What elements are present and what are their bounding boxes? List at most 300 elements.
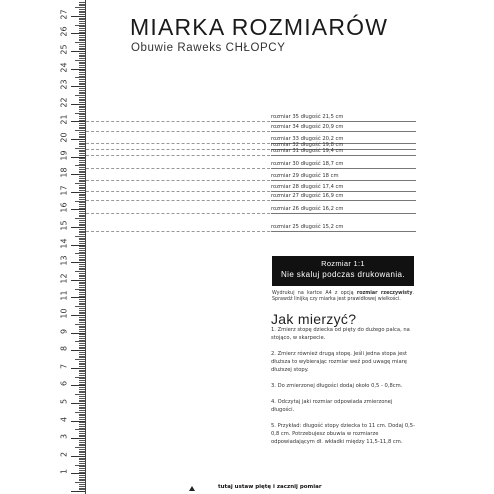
ruler-cm-label: 21 xyxy=(59,114,69,125)
ruler-tick xyxy=(79,248,85,249)
ruler-tick xyxy=(79,384,85,385)
ruler-tick xyxy=(79,486,85,487)
size-line xyxy=(86,191,416,192)
ruler-tick xyxy=(79,268,85,269)
ruler-tick xyxy=(79,116,85,117)
ruler-tick xyxy=(75,341,85,342)
ruler-cm-label: 22 xyxy=(59,97,69,108)
ruler-tick xyxy=(79,326,85,327)
ruler-tick xyxy=(79,18,85,19)
ruler-tick xyxy=(79,167,85,168)
ruler-tick xyxy=(75,130,85,131)
ruler-tick xyxy=(75,77,85,78)
ruler-tick xyxy=(79,480,85,481)
ruler-tick xyxy=(79,364,85,365)
ruler-tick xyxy=(79,296,85,297)
ruler-tick xyxy=(71,121,85,122)
step-item: 5. Przykład: długość stopy dziecka to 11 cm. Dodaj 0,5-0,8 cm. Potrzebujesz obuwia w rozmiarze odpowiadającym dł. wkładki między 11,5-11,8 cm. xyxy=(271,423,415,445)
scale-notice xyxy=(272,256,414,286)
print-note-after: . Sprawdź linijką czy miarka jest prawidłowej wielkości. xyxy=(272,291,414,303)
ruler-tick xyxy=(79,282,85,283)
ruler-tick xyxy=(75,324,85,325)
ruler-tick xyxy=(79,9,85,10)
ruler-cm-label: 1 xyxy=(59,469,69,475)
step-item: 4. Odczytaj jaki rozmiar odpowiada zmierzonej długości. xyxy=(271,399,393,413)
ruler-tick xyxy=(79,120,85,121)
ruler-tick xyxy=(79,171,85,172)
ruler-tick xyxy=(79,408,85,409)
ruler-tick xyxy=(79,132,85,133)
ruler-tick xyxy=(75,113,85,114)
ruler-tick xyxy=(79,322,85,323)
ruler-tick xyxy=(79,37,85,38)
ruler-cm-label: 5 xyxy=(59,398,69,405)
ruler-tick xyxy=(79,331,85,332)
size-line xyxy=(86,143,416,144)
ruler-tick xyxy=(79,354,85,355)
size-label: rozmiar 25 długość 15,2 cm xyxy=(271,224,344,230)
ruler-tick xyxy=(79,484,85,485)
ruler-tick xyxy=(79,141,85,142)
ruler-tick xyxy=(71,297,85,298)
ruler-tick xyxy=(79,405,85,406)
ruler-cm-label: 17 xyxy=(59,185,69,196)
ruler-tick xyxy=(75,465,85,466)
ruler-tick xyxy=(79,371,85,372)
ruler-tick xyxy=(71,33,85,34)
size-line xyxy=(86,149,416,150)
ruler-tick xyxy=(79,243,85,244)
ruler-tick xyxy=(79,81,85,82)
ruler-cm-label: 10 xyxy=(59,308,69,319)
ruler-tick xyxy=(79,172,85,173)
ruler-tick xyxy=(79,162,85,163)
step-item: 2. Zmierz również drugą stopę. Jeśli jedna stopa jest dłuższa to wybierając rozmiar weź pod uwagę miarę dłuższej stopy. xyxy=(271,351,407,373)
ruler-tick xyxy=(79,241,85,242)
ruler-tick xyxy=(71,16,85,17)
ruler-cm-label: 20 xyxy=(59,132,69,143)
ruler-tick xyxy=(79,181,85,182)
ruler-tick xyxy=(79,255,85,256)
ruler-cm-label: 24 xyxy=(59,62,69,73)
ruler-tick xyxy=(79,475,85,476)
ruler-cm-label: 14 xyxy=(59,238,69,249)
ruler-tick xyxy=(79,444,85,445)
ruler-tick xyxy=(79,428,85,429)
ruler-tick xyxy=(79,92,85,93)
ruler-tick xyxy=(75,289,85,290)
print-note xyxy=(272,291,414,304)
ruler-tick xyxy=(79,259,85,260)
ruler-tick xyxy=(79,294,85,295)
ruler-tick xyxy=(79,320,85,321)
ruler-tick xyxy=(75,42,85,43)
ruler-tick xyxy=(79,39,85,40)
ruler-tick xyxy=(79,134,85,135)
ruler-tick xyxy=(75,482,85,483)
page-subtitle: Obuwie Raweks CHŁOPCY xyxy=(131,42,286,54)
ruler-tick xyxy=(79,32,85,33)
ruler-tick xyxy=(79,44,85,45)
ruler-cm-label: 4 xyxy=(59,416,69,422)
ruler-tick xyxy=(79,373,85,374)
ruler-tick xyxy=(79,125,85,126)
size-line xyxy=(86,131,416,132)
ruler-tick xyxy=(79,303,85,304)
ruler-edge xyxy=(85,0,86,494)
ruler-tick xyxy=(71,315,85,316)
ruler-tick xyxy=(71,473,85,474)
ruler-tick xyxy=(71,385,85,386)
ruler-tick xyxy=(79,396,85,397)
ruler-tick xyxy=(79,185,85,186)
ruler-tick xyxy=(79,431,85,432)
ruler-tick xyxy=(79,329,85,330)
ruler-tick xyxy=(79,62,85,63)
ruler-tick xyxy=(79,366,85,367)
ruler-tick xyxy=(79,313,85,314)
ruler-tick xyxy=(79,343,85,344)
size-label: rozmiar 29 długość 18 cm xyxy=(271,173,339,179)
ruler-tick xyxy=(79,391,85,392)
ruler-tick xyxy=(79,466,85,467)
size-label: rozmiar 34 długość 20,9 cm xyxy=(271,124,344,130)
ruler-tick xyxy=(79,12,85,13)
ruler-tick xyxy=(79,266,85,267)
print-note-before: Wydrukuj na kartce A4 z opcją xyxy=(272,291,357,296)
ruler-cm-label: 25 xyxy=(59,44,69,55)
size-label: rozmiar 26 długość 16,2 cm xyxy=(271,206,344,212)
ruler-tick xyxy=(79,352,85,353)
ruler-tick xyxy=(79,252,85,253)
ruler-tick xyxy=(71,368,85,369)
ruler-tick xyxy=(79,239,85,240)
ruler-tick xyxy=(79,451,85,452)
ruler-tick xyxy=(79,222,85,223)
ruler-tick xyxy=(79,398,85,399)
ruler-cm-label: 23 xyxy=(59,79,69,90)
ruler-tick xyxy=(71,333,85,334)
ruler-tick xyxy=(79,250,85,251)
ruler-tick xyxy=(79,257,85,258)
ruler-tick xyxy=(79,180,85,181)
ruler-tick xyxy=(79,74,85,75)
ruler-tick xyxy=(79,46,85,47)
ruler-tick xyxy=(79,410,85,411)
ruler-cm-label: 16 xyxy=(59,202,69,213)
ruler-tick xyxy=(79,378,85,379)
ruler-tick xyxy=(71,86,85,87)
ruler-tick xyxy=(79,327,85,328)
ruler-tick xyxy=(79,208,85,209)
ruler-tick xyxy=(79,401,85,402)
ruler-tick xyxy=(75,60,85,61)
ruler-tick xyxy=(79,234,85,235)
ruler-tick xyxy=(79,229,85,230)
ruler-tick xyxy=(79,56,85,57)
ruler-tick xyxy=(75,359,85,360)
ruler-tick xyxy=(79,363,85,364)
ruler-tick xyxy=(79,76,85,77)
ruler-tick xyxy=(79,63,85,64)
ruler-tick xyxy=(79,213,85,214)
ruler-tick xyxy=(79,449,85,450)
how-to-measure-steps xyxy=(271,326,417,454)
ruler-tick xyxy=(79,118,85,119)
how-to-measure-title: Jak mierzyć? xyxy=(271,311,357,327)
ruler-tick xyxy=(79,382,85,383)
ruler-tick xyxy=(79,107,85,108)
ruler-tick xyxy=(79,260,85,261)
ruler-tick xyxy=(79,204,85,205)
heel-start-note: tutaj ustaw piętę i zacznij pomiar xyxy=(218,484,322,490)
ruler-tick xyxy=(75,218,85,219)
ruler-tick xyxy=(75,447,85,448)
ruler-tick xyxy=(79,472,85,473)
ruler-tick xyxy=(79,276,85,277)
ruler-tick xyxy=(79,273,85,274)
ruler-tick xyxy=(79,380,85,381)
ruler-tick xyxy=(79,114,85,115)
ruler-tick xyxy=(79,356,85,357)
ruler-tick xyxy=(79,151,85,152)
ruler-tick xyxy=(79,23,85,24)
ruler-tick xyxy=(71,157,85,158)
ruler-tick xyxy=(79,452,85,453)
ruler-tick xyxy=(71,245,85,246)
ruler-tick xyxy=(79,28,85,29)
ruler-tick xyxy=(79,100,85,101)
ruler-tick xyxy=(71,403,85,404)
ruler-tick xyxy=(79,178,85,179)
ruler-tick xyxy=(79,463,85,464)
ruler-tick xyxy=(79,317,85,318)
ruler-tick xyxy=(79,440,85,441)
ruler-tick xyxy=(79,336,85,337)
ruler-tick xyxy=(75,165,85,166)
ruler-tick xyxy=(79,211,85,212)
size-line xyxy=(86,200,416,201)
ruler-tick xyxy=(79,232,85,233)
ruler-tick xyxy=(79,304,85,305)
ruler-tick xyxy=(79,72,85,73)
ruler-tick xyxy=(79,99,85,100)
ruler-cm-label: 7 xyxy=(59,363,69,369)
ruler-tick xyxy=(79,285,85,286)
ruler-tick xyxy=(79,488,85,489)
ruler-tick xyxy=(79,88,85,89)
ruler-tick xyxy=(79,419,85,420)
ruler-tick xyxy=(79,345,85,346)
ruler-tick xyxy=(79,468,85,469)
ruler-tick xyxy=(75,412,85,413)
ruler-tick xyxy=(79,370,85,371)
ruler-tick xyxy=(79,97,85,98)
ruler-tick xyxy=(79,269,85,270)
ruler-tick xyxy=(79,357,85,358)
ruler-tick xyxy=(79,14,85,15)
step-item: 1. Zmierz stopę dziecka od pięty do dużego palca, na stojąco, w skarpecie. xyxy=(271,327,410,341)
ruler-tick xyxy=(79,176,85,177)
ruler-tick xyxy=(71,139,85,140)
ruler-tick xyxy=(79,389,85,390)
ruler-tick xyxy=(71,51,85,52)
ruler-tick xyxy=(79,290,85,291)
ruler-tick xyxy=(79,4,85,5)
ruler-tick xyxy=(79,188,85,189)
ruler-tick xyxy=(79,143,85,144)
ruler-tick xyxy=(79,435,85,436)
ruler-tick xyxy=(75,148,85,149)
ruler-cm-label: 8 xyxy=(59,346,69,352)
step-item: 3. Do zmierzonej długości dodaj około 0,5 - 0,8cm. xyxy=(271,383,403,389)
ruler-tick xyxy=(79,106,85,107)
ruler-cm-label: 6 xyxy=(59,381,69,387)
size-label: rozmiar 28 długość 17,4 cm xyxy=(271,184,344,190)
ruler-cm-label: 3 xyxy=(59,434,69,440)
ruler-tick xyxy=(79,123,85,124)
ruler-tick xyxy=(79,53,85,54)
ruler-tick xyxy=(79,489,85,490)
ruler-tick xyxy=(75,183,85,184)
ruler-tick xyxy=(79,231,85,232)
ruler-tick xyxy=(75,25,85,26)
ruler-tick xyxy=(79,220,85,221)
ruler-tick xyxy=(75,236,85,237)
ruler-tick xyxy=(71,174,85,175)
ruler-tick xyxy=(79,436,85,437)
ruler-tick xyxy=(79,90,85,91)
size-label: rozmiar 32 długość 19,8 cm xyxy=(271,142,344,148)
ruler-tick xyxy=(79,21,85,22)
ruler-cm-label: 26 xyxy=(59,26,69,37)
ruler-tick xyxy=(79,158,85,159)
page-title: MIARKA ROZMIARÓW xyxy=(130,14,389,40)
ruler-tick xyxy=(79,65,85,66)
ruler-tick xyxy=(79,361,85,362)
ruler-tick xyxy=(79,2,85,3)
size-label: rozmiar 27 długość 16,9 cm xyxy=(271,193,344,199)
ruler-tick xyxy=(71,350,85,351)
size-line xyxy=(86,168,416,169)
ruler-tick xyxy=(79,83,85,84)
ruler-cm-label: 15 xyxy=(59,220,69,231)
ruler-tick xyxy=(79,461,85,462)
ruler-tick xyxy=(79,301,85,302)
ruler-tick xyxy=(79,238,85,239)
ruler-tick xyxy=(79,246,85,247)
ruler-tick xyxy=(79,35,85,36)
ruler-tick xyxy=(79,225,85,226)
ruler-tick xyxy=(71,209,85,210)
ruler-tick xyxy=(79,400,85,401)
size-label: rozmiar 30 długość 18,7 cm xyxy=(271,161,344,167)
ruler-tick xyxy=(75,271,85,272)
ruler-tick xyxy=(75,306,85,307)
ruler-tick xyxy=(79,215,85,216)
ruler-tick xyxy=(79,347,85,348)
size-line xyxy=(86,155,416,156)
ruler-cm-label: 13 xyxy=(59,255,69,266)
ruler-tick xyxy=(79,299,85,300)
ruler-tick xyxy=(79,127,85,128)
ruler-tick xyxy=(79,67,85,68)
ruler-tick xyxy=(79,340,85,341)
ruler-tick xyxy=(79,164,85,165)
ruler-tick xyxy=(79,109,85,110)
ruler-tick xyxy=(79,30,85,31)
print-note-bold: rozmiar rzeczywisty xyxy=(356,291,413,296)
ruler xyxy=(0,0,86,494)
ruler-cm-label: 19 xyxy=(59,150,69,161)
ruler-tick xyxy=(79,195,85,196)
ruler-tick xyxy=(79,84,85,85)
ruler-tick xyxy=(79,470,85,471)
size-label: rozmiar 33 długość 20,2 cm xyxy=(271,136,344,142)
ruler-tick xyxy=(75,429,85,430)
arrow-up-icon xyxy=(189,486,195,491)
ruler-tick xyxy=(71,104,85,105)
ruler-tick xyxy=(79,70,85,71)
ruler-tick xyxy=(71,456,85,457)
ruler-tick xyxy=(71,438,85,439)
ruler-tick xyxy=(79,137,85,138)
ruler-tick xyxy=(79,190,85,191)
ruler-tick xyxy=(79,49,85,50)
ruler-tick xyxy=(75,377,85,378)
ruler-tick xyxy=(71,192,85,193)
ruler-tick xyxy=(79,199,85,200)
ruler-tick xyxy=(79,275,85,276)
ruler-tick xyxy=(79,160,85,161)
ruler-tick xyxy=(79,459,85,460)
ruler-tick xyxy=(79,417,85,418)
ruler-tick xyxy=(79,5,85,6)
ruler-tick xyxy=(79,40,85,41)
ruler-tick xyxy=(79,58,85,59)
ruler-tick xyxy=(79,26,85,27)
ruler-tick xyxy=(79,264,85,265)
ruler-tick xyxy=(79,479,85,480)
ruler-tick xyxy=(79,433,85,434)
ruler-tick xyxy=(79,155,85,156)
ruler-tick xyxy=(79,153,85,154)
ruler-tick xyxy=(79,407,85,408)
ruler-tick xyxy=(79,187,85,188)
size-label: rozmiar 31 długość 19,4 cm xyxy=(271,148,344,154)
ruler-cm-label: 9 xyxy=(59,328,69,334)
ruler-tick xyxy=(71,227,85,228)
ruler-tick xyxy=(79,308,85,309)
ruler-tick xyxy=(79,319,85,320)
ruler-tick xyxy=(79,194,85,195)
ruler-tick xyxy=(75,201,85,202)
ruler-tick xyxy=(79,150,85,151)
size-line xyxy=(86,121,416,122)
ruler-tick xyxy=(79,426,85,427)
ruler-tick xyxy=(79,111,85,112)
ruler-tick xyxy=(79,287,85,288)
ruler-tick xyxy=(79,102,85,103)
scale-notice-line1: Rozmiar 1:1 xyxy=(321,259,365,268)
ruler-tick xyxy=(75,95,85,96)
size-line xyxy=(86,231,416,232)
ruler-tick xyxy=(75,253,85,254)
ruler-tick xyxy=(79,278,85,279)
ruler-tick xyxy=(71,69,85,70)
ruler-tick xyxy=(79,348,85,349)
ruler-tick xyxy=(79,144,85,145)
